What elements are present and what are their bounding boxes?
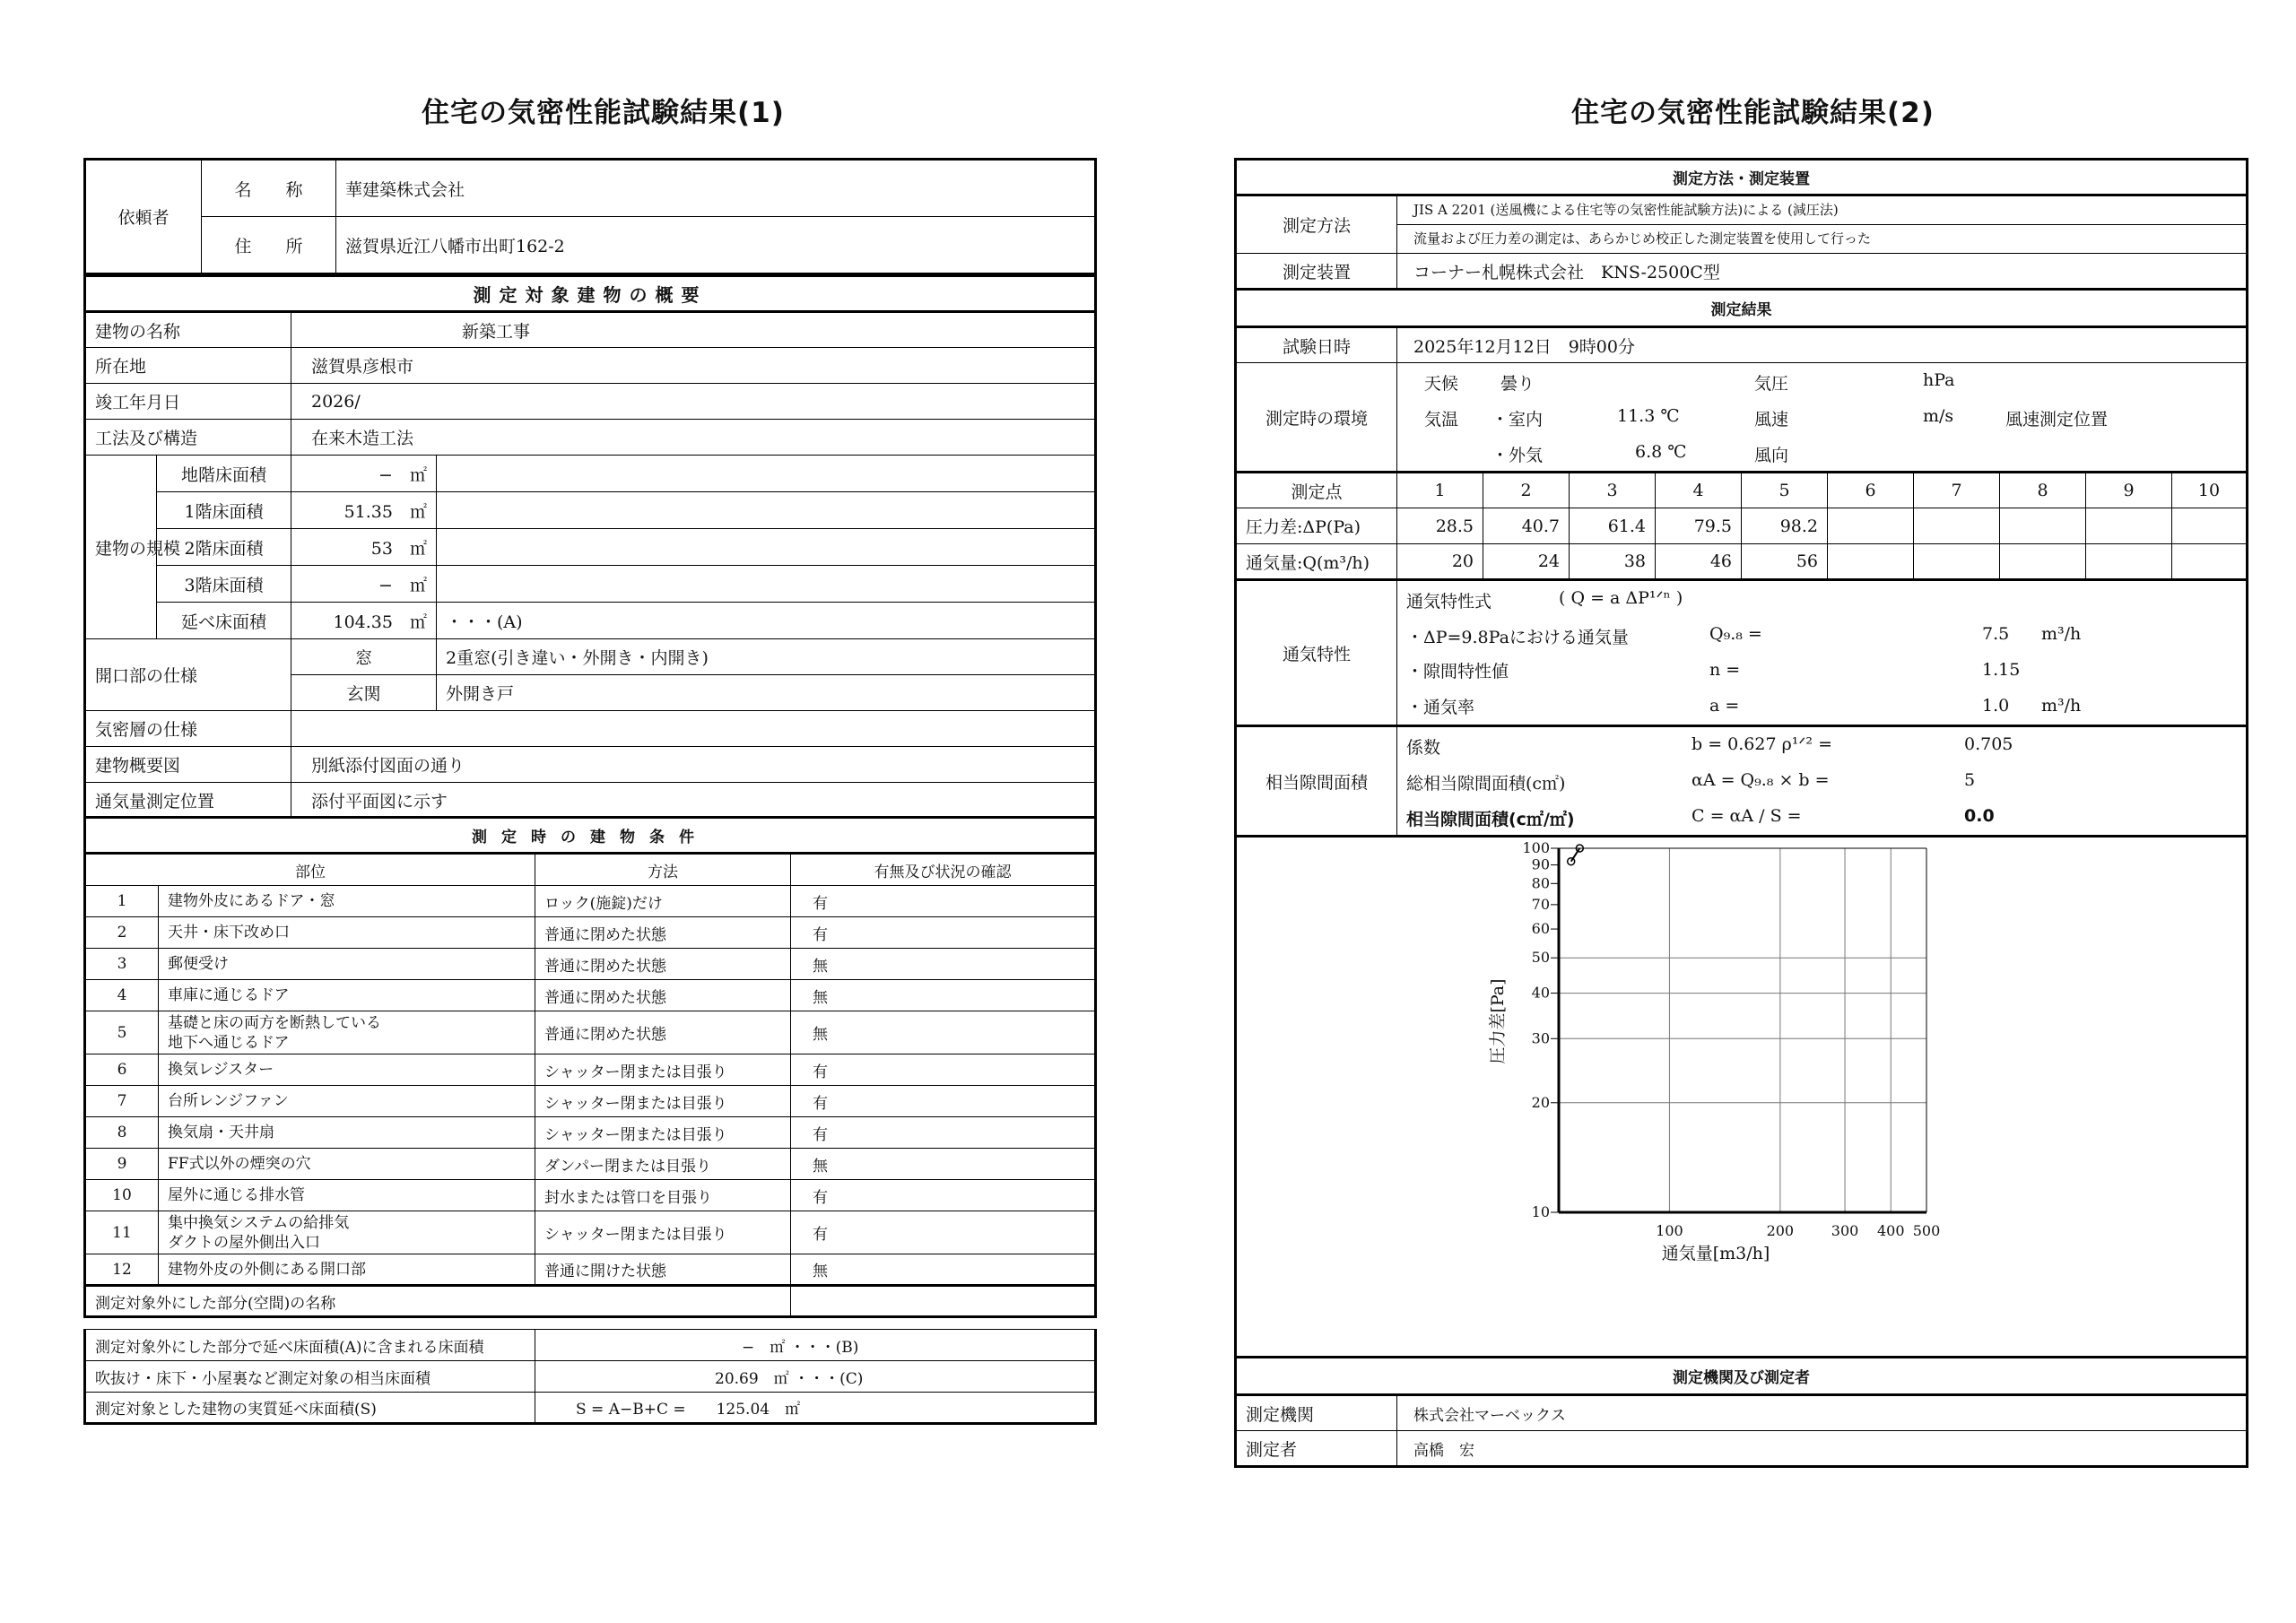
condition-check: 有 [791,886,1096,917]
condition-method: シャッター閉または目張り [535,1086,791,1117]
a-unit: m³/h [2041,696,2082,716]
condition-part: 天井・床下改め口 [159,917,535,949]
point-cell: 1 [1397,473,1483,508]
footer-table [83,1329,1097,1425]
condition-method: シャッター閉または目張り [535,1117,791,1149]
condition-row [85,980,1096,1011]
n-label: ・隙間特性値 [1406,662,1509,681]
c-value-label: 相当隙間面積(c㎡/㎡) [1406,810,1575,829]
condition-check: 有 [791,1086,1096,1117]
condition-check: 有 [791,1117,1096,1149]
c-value: 0.0 [1964,806,1995,826]
overview-header: 測定対象建物の概要 [85,276,1096,312]
row-label: 所在地 [85,348,291,384]
condition-row [85,1117,1096,1149]
condition-method: 普通に閉めた状態 [535,980,791,1011]
client-address: 滋賀県近江八幡市出町162-2 [336,217,1096,274]
y-tick-label: 90 [1531,855,1550,873]
method-label: 測定方法 [1236,195,1397,254]
condition-check: 有 [791,1055,1096,1086]
x-tick-label: 300 [1831,1222,1859,1239]
n-symbol: n = [1709,660,1741,680]
formula: ( Q = a ΔP¹ᐟⁿ ) [1559,588,1683,608]
coef-value: 0.705 [1964,734,2013,754]
env-label: 測定時の環境 [1236,363,1397,473]
footer-label: 測定対象外にした部分で延べ床面積(A)に含まれる床面積 [85,1330,535,1361]
y-tick-label: 10 [1531,1203,1550,1220]
total-gap-value: 5 [1964,770,1976,790]
wind-label: 風速 [1754,410,1789,430]
dp-label: 圧力差:ΔP(Pa) [1236,508,1397,544]
formula-label: 通気特性式 [1406,592,1492,612]
condition-no: 7 [85,1086,159,1117]
condition-row [85,1180,1096,1211]
row-value: 2026/ [291,384,1096,420]
q-cell [2086,544,2172,580]
q-cell: 46 [1656,544,1742,580]
row-label: 建物の名称 [85,312,291,348]
sheet2-title: 住宅の気密性能試験結果(2) [1571,97,1935,129]
row-value: 別紙添付図面の通り [291,747,1096,783]
a-symbol: a = [1709,696,1740,716]
wind-unit: m/s [1923,406,1954,426]
q-cell: 24 [1483,544,1570,580]
c-value-symbol: C = αA / S = [1692,806,1802,826]
series-line [1571,848,1580,862]
scale-item-value: 104.35 ㎡ [291,603,437,639]
condition-row [85,886,1096,917]
measurement-table [1234,158,2248,1468]
scale-label: 建物の規模 [85,456,157,639]
condition-no: 5 [85,1011,159,1055]
scale-item-label: 1階床面積 [157,492,291,529]
condition-no: 3 [85,949,159,980]
x-tick-label: 400 [1876,1222,1905,1239]
dp-cell: 61.4 [1570,508,1656,544]
point-cell: 4 [1656,473,1742,508]
temp-in-value: 11.3 ℃ [1617,406,1680,426]
row-label: 通気量測定位置 [85,783,291,819]
device-value: コーナー札幌株式会社 KNS-2500C型 [1397,254,2248,290]
dp-cell [2172,508,2248,544]
condition-no: 2 [85,917,159,949]
q-cell: 20 [1397,544,1483,580]
chart-cell [1236,837,2248,1358]
q98-label: ・ΔP=9.8Paにおける通気量 [1406,628,1629,647]
condition-part: 建物外皮の外側にある開口部 [159,1254,535,1286]
char-cell [1397,580,2248,726]
y-tick-label: 20 [1531,1093,1550,1111]
condition-row [85,1211,1096,1254]
condition-no: 6 [85,1055,159,1086]
opening-item-label: 窓 [291,639,437,675]
org-label: 測定機関 [1236,1395,1397,1431]
condition-check: 有 [791,1211,1096,1254]
condition-method: シャッター閉または目張り [535,1055,791,1086]
condition-row [85,1055,1096,1086]
conditions-header: 測定時の建物条件 [85,818,1096,854]
condition-check: 無 [791,1254,1096,1286]
weather-value: 曇り [1500,374,1535,394]
dp-cell [2000,508,2086,544]
method-header: 測定方法・測定装置 [1236,160,2248,195]
dp-cell: 98.2 [1742,508,1828,544]
date-label: 試験日時 [1236,327,1397,363]
scale-item-note [437,566,1096,603]
q-cell [2000,544,2086,580]
condition-part: 台所レンジファン [159,1086,535,1117]
data-point [1568,858,1575,865]
org-value: 株式会社マーベックス [1397,1395,2248,1431]
condition-check: 無 [791,1149,1096,1180]
x-tick-label: 200 [1766,1222,1795,1239]
row-value: 添付平面図に示す [291,783,1096,819]
condition-check: 無 [791,949,1096,980]
method-line1: JIS A 2201 (送風機による住宅等の気密性能試験方法)による (減圧法) [1397,196,2246,225]
points-label: 測定点 [1236,473,1397,508]
condition-method: 普通に閉めた状態 [535,949,791,980]
footer-label: 測定対象とした建物の実質延べ床面積(S) [85,1393,535,1424]
condition-method: シャッター閉または目張り [535,1211,791,1254]
footer-value: 20.69 ㎡ ・・・(C) [535,1361,1096,1393]
condition-method: 普通に閉めた状態 [535,1011,791,1055]
condition-part: 建物外皮にあるドア・窓 [159,886,535,917]
row-label: 工法及び構造 [85,420,291,456]
row-label: 竣工年月日 [85,384,291,420]
q-cell: 38 [1570,544,1656,580]
scale-item-note [437,456,1096,492]
a-value: 1.0 [1982,696,2010,716]
client-label: 依頼者 [85,160,202,274]
gap-label: 相当隙間面積 [1236,726,1397,837]
pressure-label: 気圧 [1754,374,1789,394]
condition-row [85,1086,1096,1117]
condition-row [85,1254,1096,1286]
x-tick-label: 500 [1912,1222,1941,1239]
condition-check: 無 [791,1011,1096,1055]
client-name-label: 名 称 [202,160,336,217]
row-value [291,711,1096,747]
q-cell [2172,544,2248,580]
condition-method: 普通に閉めた状態 [535,917,791,949]
condition-method: ロック(施錠)だけ [535,886,791,917]
scale-item-label: 3階床面積 [157,566,291,603]
col-header-check: 有無及び状況の確認 [791,854,1096,886]
row-label: 建物概要図 [85,747,291,783]
point-cell: 10 [2172,473,2248,508]
temp-label: 気温 [1424,410,1459,430]
condition-part: 車庫に通じるドア [159,980,535,1011]
q-cell: 56 [1742,544,1828,580]
y-tick-label: 100 [1522,839,1550,856]
sheet1-title: 住宅の気密性能試験結果(1) [422,97,785,129]
footer-value: S = A−B+C = 125.04 ㎡ [535,1393,1096,1424]
condition-row [85,1011,1096,1055]
weather-label: 天候 [1424,374,1459,394]
q98-value: 7.5 [1982,624,2010,644]
temp-in-label: ・室内 [1492,410,1544,430]
row-value: 在来木造工法 [291,420,1096,456]
condition-no: 1 [85,886,159,917]
condition-no: 11 [85,1211,159,1254]
dp-cell: 28.5 [1397,508,1483,544]
wind-direction-label: 風向 [1754,446,1789,465]
condition-part: 郵便受け [159,949,535,980]
conditions-table [83,816,1097,1318]
point-cell: 7 [1914,473,2000,508]
q98-symbol: Q₉.₈ = [1709,624,1762,644]
total-gap-symbol: αA = Q₉.₈ × b = [1692,770,1830,790]
opening-item-label: 玄関 [291,675,437,711]
footer-value [791,1286,1096,1317]
point-cell: 6 [1828,473,1914,508]
scale-item-note [437,492,1096,529]
point-cell: 5 [1742,473,1828,508]
condition-row [85,917,1096,949]
dp-cell: 79.5 [1656,508,1742,544]
scale-item-note: ・・・(A) [437,603,1096,639]
dp-cell [2086,508,2172,544]
client-address-label: 住 所 [202,217,336,274]
q-cell [1828,544,1914,580]
pressure-flow-chart [1237,838,2246,1356]
temp-out-value: 6.8 ℃ [1635,442,1687,462]
opening-item-value: 外開き戸 [437,675,1096,711]
dp-cell [1828,508,1914,544]
condition-method: 普通に開けた状態 [535,1254,791,1286]
scale-item-value: − ㎡ [291,456,437,492]
condition-method: ダンパー閉または目張り [535,1149,791,1180]
y-axis-label: 圧力差[Pa] [1488,978,1508,1064]
device-label: 測定装置 [1236,254,1397,290]
point-cell: 2 [1483,473,1570,508]
condition-no: 10 [85,1180,159,1211]
condition-part: 換気レジスター [159,1055,535,1086]
footer-label: 吹抜け・床下・小屋裏など測定対象の相当床面積 [85,1361,535,1393]
condition-method: 封水または管口を目張り [535,1180,791,1211]
scale-item-note [437,529,1096,566]
client-name: 華建築株式会社 [336,160,1096,217]
condition-no: 12 [85,1254,159,1286]
condition-part: 換気扇・天井扇 [159,1117,535,1149]
x-tick-label: 100 [1656,1222,1683,1239]
gap-cell [1397,726,2248,837]
q98-unit: m³/h [2041,624,2082,644]
n-value: 1.15 [1982,660,2021,680]
condition-no: 4 [85,980,159,1011]
temp-out-label: ・外気 [1492,446,1544,465]
col-header-method: 方法 [535,854,791,886]
condition-check: 有 [791,917,1096,949]
method-line2: 流量および圧力差の測定は、あらかじめ校正した測定装置を使用して行った [1413,230,1872,247]
condition-row [85,1149,1096,1180]
wind-position-label: 風速測定位置 [2005,410,2109,430]
q-label: 通気量:Q(m³/h) [1236,544,1397,580]
condition-part: FF式以外の煙突の穴 [159,1149,535,1180]
total-gap-label: 総相当隙間面積(c㎡) [1406,774,1566,794]
a-label: ・通気率 [1406,698,1475,717]
footer-value: − ㎡ ・・・(B) [535,1330,1096,1361]
scale-item-label: 2階床面積 [157,529,291,566]
q-cell [1914,544,2000,580]
condition-no: 8 [85,1117,159,1149]
person-value: 高橋 宏 [1397,1431,2248,1467]
coef-symbol: b = 0.627 ρ¹ᐟ² = [1692,734,1833,754]
pressure-unit: hPa [1923,370,1955,390]
y-tick-label: 40 [1531,984,1550,1002]
env-cell [1397,363,2248,473]
y-tick-label: 70 [1531,895,1550,913]
y-tick-label: 60 [1531,920,1550,938]
scale-item-value: 51.35 ㎡ [291,492,437,529]
dp-cell: 40.7 [1483,508,1570,544]
condition-part: 基礎と床の両方を断熱している 地下へ通じるドア [159,1011,535,1055]
scale-item-value: 53 ㎡ [291,529,437,566]
condition-part: 集中換気システムの給排気 ダクトの屋外側出入口 [159,1211,535,1254]
row-value: 滋賀県彦根市 [291,348,1096,384]
y-tick-label: 30 [1531,1029,1550,1047]
row-label: 気密層の仕様 [85,711,291,747]
method-cell [1397,195,2248,254]
point-cell: 8 [2000,473,2086,508]
client-table [83,158,1097,275]
char-label: 通気特性 [1236,580,1397,726]
condition-check: 有 [791,1180,1096,1211]
person-label: 測定者 [1236,1431,1397,1467]
condition-no: 9 [85,1149,159,1180]
scale-item-value: − ㎡ [291,566,437,603]
condition-part: 屋外に通じる排水管 [159,1180,535,1211]
col-header-part: 部位 [85,854,535,886]
opening-label: 開口部の仕様 [85,639,291,711]
dp-cell [1914,508,2000,544]
date-value: 2025年12月12日 9時00分 [1397,327,2248,363]
coef-label: 係数 [1406,738,1441,758]
point-cell: 3 [1570,473,1656,508]
overview-table [83,274,1097,819]
org-header: 測定機関及び測定者 [1236,1358,2248,1395]
point-cell: 9 [2086,473,2172,508]
y-tick-label: 50 [1531,949,1550,967]
y-tick-label: 80 [1531,874,1550,892]
opening-item-value: 2重窓(引き違い・外開き・内開き) [437,639,1096,675]
x-axis-label: 通気量[m3/h] [1661,1244,1770,1263]
row-value: 新築工事 [291,312,1096,348]
scale-item-label: 地階床面積 [157,456,291,492]
condition-row [85,949,1096,980]
condition-check: 無 [791,980,1096,1011]
footer-label: 測定対象外にした部分(空間)の名称 [85,1286,791,1317]
result-header: 測定結果 [1236,290,2248,327]
scale-item-label: 延べ床面積 [157,603,291,639]
